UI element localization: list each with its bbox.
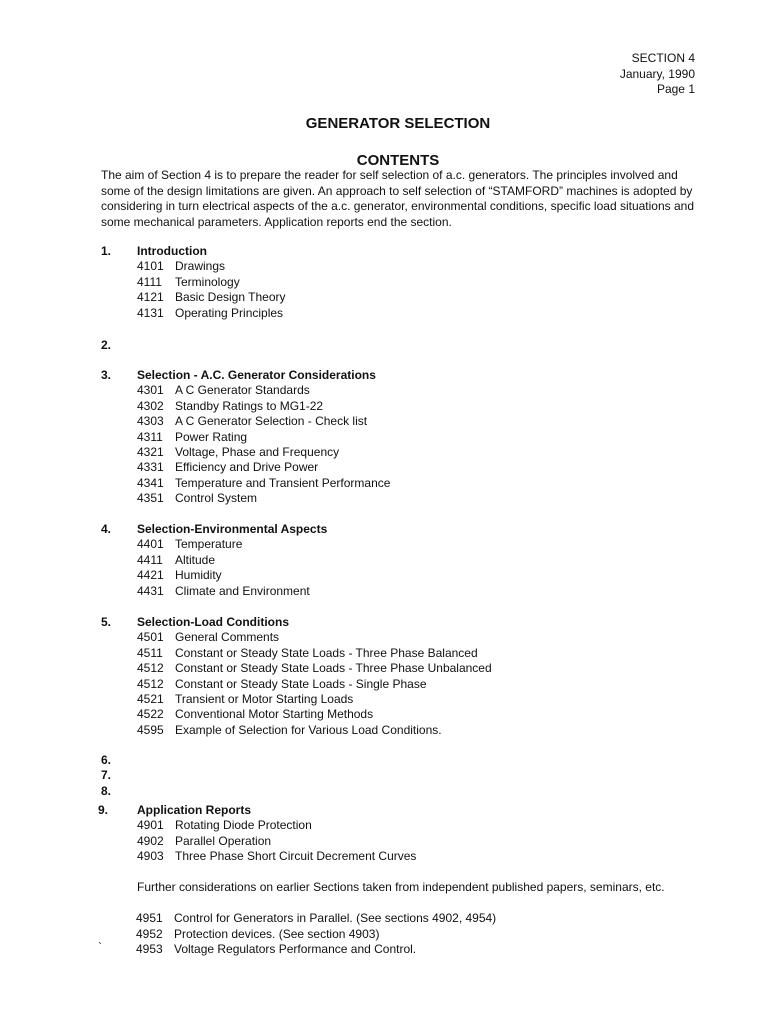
toc-section-heading [101,615,721,630]
section-title: Introduction [137,244,207,258]
entry-label: Basic Design Theory [175,290,286,305]
entry-label: Parallel Operation [175,833,272,848]
entry-label: Control System [175,491,258,506]
section-number: 8. [101,784,112,798]
entry-code: 4595 [137,722,164,737]
entry-code: 4101 [137,259,164,274]
toc-entry [137,430,247,445]
toc-section-heading [101,522,721,537]
toc-entry [137,445,339,460]
entry-code: 4512 [137,661,164,676]
toc-entry [136,911,496,926]
entry-code: 4131 [137,305,164,320]
entry-label: Conventional Motor Starting Methods [175,707,374,722]
entry-label: Three Phase Short Circuit Decrement Curves [175,849,417,864]
further-considerations-note: Further considerations on earlier Sections taken from independent published papers, seminars, etc. [137,880,665,894]
document-title: GENERATOR SELECTION [305,115,491,132]
entry-label: Standby Ratings to MG1-22 [175,398,324,413]
toc-entry [137,383,310,398]
toc-section-heading [101,338,721,353]
toc-section-heading [101,368,721,383]
entry-label: Terminology [175,274,240,289]
toc-entry [137,399,323,414]
entry-code: 4903 [137,849,164,864]
table-of-contents [98,0,721,1024]
entry-label: Power Rating [175,429,248,444]
section-label: SECTION 4 [631,51,695,65]
toc-section-heading [101,244,721,259]
entry-label: Temperature [175,537,243,552]
entry-code: 4953 [136,942,163,956]
entry-label: Efficiency and Drive Power [175,460,319,475]
entry-code: 4111 [137,274,162,289]
section-number: 4. [101,522,112,536]
entry-label: A C Generator Selection - Check list [175,414,368,429]
entry-label: Rotating Diode Protection [175,818,312,833]
entry-code: 4951 [136,911,163,925]
toc-entry [137,290,286,305]
toc-entry [137,630,279,645]
toc-entry [137,646,478,661]
entry-code: 4303 [137,414,164,429]
toc-entry [137,834,271,849]
toc-entry [137,677,427,692]
section-number: 5. [101,615,112,629]
toc-section-heading [101,768,721,783]
page-number: Page 1 [656,82,695,96]
toc-entry [137,275,240,290]
toc-entry [137,491,257,506]
entry-label: A C Generator Standards [175,383,310,398]
toc-entry [136,927,379,942]
section-title: Application Reports [137,803,252,817]
entry-code: 4431 [137,583,164,598]
contents-heading: CONTENTS [356,152,440,169]
toc-entry [137,661,492,676]
entry-label: Example of Selection for Various Load Conditions. [175,722,442,737]
entry-label: Operating Principles [175,305,284,320]
entry-code: 4121 [137,290,164,305]
intro-paragraph: The aim of Section 4 is to prepare the reader for self selection of a.c. generators. The principles involved and some of the design limitations are given. An approach to self selection of “STAMFORD” machines is adopted by considering in turn electrical aspects of the a.c. generator, environmental conditions, specific load situations and some mechanical parameters. Application reports end the section. [101,168,695,229]
entry-label: Altitude [175,552,216,567]
toc-section-heading [101,753,721,768]
entry-code: 4302 [137,398,164,413]
section-title: Selection - A.C. Generator Considerations [137,368,376,382]
entry-code: 4952 [136,927,163,941]
toc-entry [137,259,225,274]
entry-label: Temperature and Transient Performance [175,475,391,490]
entry-label: Control for Generators in Parallel. (See sections 4902, 4954) [174,911,497,925]
entry-code: 4521 [137,692,164,706]
entry-code: 4311 [137,429,163,444]
entry-label: Protection devices. (See section 4903) [174,927,380,941]
section-number: 2. [101,338,112,352]
toc-entry [137,537,242,552]
entry-code: 4902 [137,833,164,848]
entry-label: Voltage, Phase and Frequency [175,445,340,459]
toc-entry [137,460,318,475]
stray-mark: ` [98,940,102,954]
entry-code: 4501 [137,630,164,645]
entry-code: 4512 [137,676,164,691]
entry-label: Constant or Steady State Loads - Single Phase [175,676,427,691]
toc-section-heading [101,784,721,799]
entry-code: 4511 [137,645,163,660]
section-number: 1. [101,244,112,258]
entry-code: 4901 [137,818,164,833]
toc-entry [137,692,353,707]
toc-entry [137,553,215,568]
entry-label: Humidity [175,568,222,583]
toc-entry [137,584,310,599]
entry-code: 4401 [137,537,164,552]
entry-label: Transient or Motor Starting Loads [175,692,354,706]
toc-entry [136,942,416,957]
entry-code: 4301 [137,383,164,398]
toc-section-heading [98,803,721,818]
entry-label: Voltage Regulators Performance and Control. [174,942,417,956]
section-number: 9. [98,803,109,817]
entry-code: 4321 [137,445,164,459]
toc-entry [137,849,416,864]
section-number: 3. [101,368,112,382]
section-number: 6. [101,753,112,767]
toc-entry [137,568,222,583]
entry-code: 4331 [137,460,164,475]
toc-entry [137,414,367,429]
section-title: Selection-Environmental Aspects [137,522,328,536]
entry-label: Climate and Environment [175,583,310,598]
toc-entry [137,818,312,833]
date-label: January, 1990 [619,66,695,81]
entry-label: Constant or Steady State Loads - Three Phase Balanced [175,645,478,660]
toc-entry [137,306,283,321]
entry-code: 4421 [137,568,164,583]
entry-code: 4522 [137,707,164,722]
entry-label: General Comments [175,630,280,645]
section-title: Selection-Load Conditions [137,615,289,629]
toc-entry [137,476,390,491]
entry-code: 4341 [137,475,164,490]
toc-entry [137,723,442,738]
section-number: 7. [101,768,112,782]
entry-code: 4351 [137,491,164,506]
toc-entry [137,707,373,722]
entry-label: Constant or Steady State Loads - Three Phase Unbalanced [175,661,492,676]
entry-label: Drawings [175,259,226,274]
entry-code: 4411 [137,552,163,567]
